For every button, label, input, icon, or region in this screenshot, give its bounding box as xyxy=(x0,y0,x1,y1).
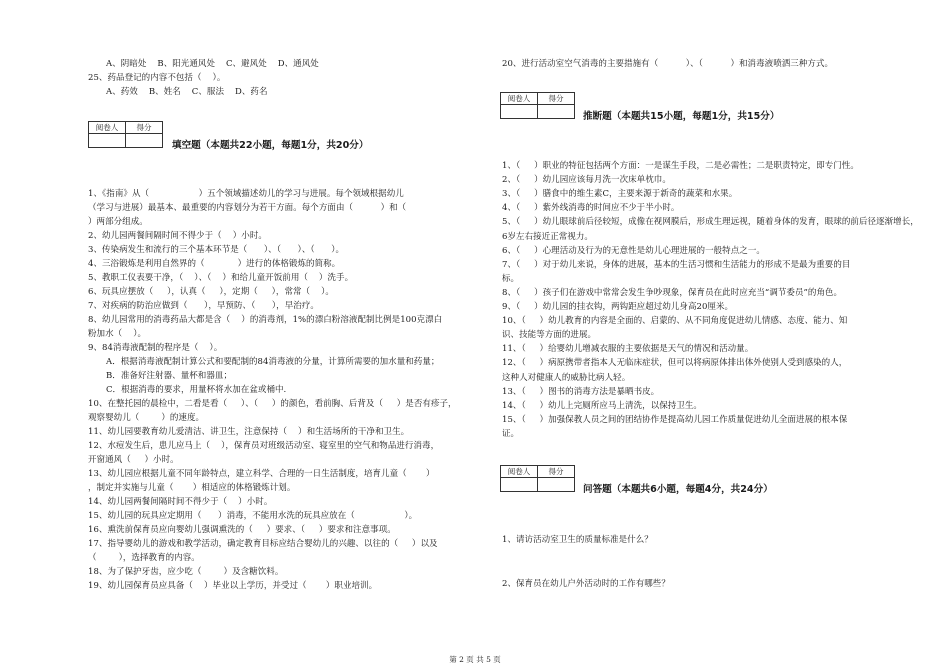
score-cell xyxy=(538,105,575,119)
qa-score-table xyxy=(500,465,575,492)
judge-question-line: 7、（ ）对于幼儿来说，身体的进展，基本的生活习惯和生活能力的形成不是最为重要的目 xyxy=(502,259,851,270)
fill-question-line: 3、传染病发生和流行的三个基本环节是（ ）、（ ）、（ ）。 xyxy=(88,245,345,255)
fill-question-line: 10、在整托园的晨检中，二看是看（ ）、（ ）的颜色，看前胸、后背及（ ）是否有疹子， xyxy=(88,399,457,409)
q25-options: A、药效 B、姓名 C、服法 D、药名 xyxy=(106,87,268,97)
fill-question-line: 18、为了保护牙齿，应少吃（ ）及含糖饮料。 xyxy=(88,567,284,577)
fill-question-line: ）两部分组成。 xyxy=(88,217,148,227)
judge-question-line: 6、（ ）心理活动及行为的无意性是幼儿心理进展的一般特点之一。 xyxy=(502,245,765,256)
fill-question-line: 5、教职工仪表要干净，（ ）、（ ）和给儿童开饭前用（ ）洗手。 xyxy=(88,273,354,283)
score-label: 得分 xyxy=(538,93,575,105)
fill-question-line: 粉加水（ ）。 xyxy=(88,329,147,339)
fill-question-line: ，制定并实施与儿童（ ）相适应的体格锻炼计划。 xyxy=(88,483,296,493)
judge-question-line: 9、（ ）幼儿园的挂衣钩，两钩距应超过幼儿身高20厘米。 xyxy=(502,302,734,312)
reviewer-cell xyxy=(501,478,538,492)
judge-question-line: 3、（ ）膳食中的维生素C，主要来源于新奇的蔬菜和水果。 xyxy=(502,189,738,200)
fill-question-line: 16、熏洗前保育员应向婴幼儿强调熏洗的（ ）要求、（ ）要求和注意事项。 xyxy=(88,525,396,535)
reviewer-label: 阅卷人 xyxy=(501,466,538,478)
qa-question-2: 2、保育员在幼儿户外活动时的工作有哪些？ xyxy=(502,579,670,589)
fill-question-line: 15、幼儿园的玩具应定期用（ ）消毒，不能用水洗的玩具应放在（ ）。 xyxy=(88,511,418,521)
judge-question-line: 8、（ ）孩子们在游戏中常常会发生争吵现象，保育员在此时应充当“调节委员”的角色。 xyxy=(502,287,843,298)
fill-score-table xyxy=(88,121,163,148)
fill-question-line: （ ），选择教育的内容。 xyxy=(88,553,200,563)
judge-question-line: 11、（ ）给婴幼儿增减衣服的主要依据是天气的情况和活动量。 xyxy=(502,344,754,355)
judge-question-line: 这种人对健康人的威胁比病人轻。 xyxy=(502,372,631,383)
page-footer: 第 2 页 共 5 页 xyxy=(449,655,501,664)
score-label: 得分 xyxy=(126,122,163,134)
q25-question: 25、药品登记的内容不包括（ ）。 xyxy=(88,73,226,83)
judge-section-title: 推断题（本题共15小题，每题1分，共15分） xyxy=(583,111,780,122)
fill-question-line: 1、《指南》从（ ）五个领域描述幼儿的学习与进展。每个领域根据幼儿 xyxy=(88,189,404,199)
judge-question-line: 15、（ ）加强保教人员之间的团结协作是提高幼儿园工作质量促进幼儿全面进展的根本保 xyxy=(502,414,848,425)
judge-question-line: 证。 xyxy=(502,428,520,439)
judge-question-line: 1、（ ）职业的特征包括两个方面：一是谋生手段，二是必需性；二是职责特定，即专门性。 xyxy=(502,161,859,171)
fill-question-line: 观察婴幼儿（ ）的速度。 xyxy=(88,413,205,423)
fill-question-line: 7、对疾病的防治应做到（ ），早预防、（ ），早治疗。 xyxy=(88,301,319,311)
score-cell xyxy=(538,478,575,492)
fill-question-line: 开窗通风（ ）小时。 xyxy=(88,455,179,465)
score-label: 得分 xyxy=(538,466,575,478)
judge-question-line: 2、（ ）幼儿园应该每月洗一次床单枕巾。 xyxy=(502,175,671,186)
fill-question-line: 9、84消毒液配制的程序是（ ）。 xyxy=(88,343,223,353)
reviewer-label: 阅卷人 xyxy=(89,122,126,134)
judge-question-line: 5、（ ）幼儿眼球前后径较短，成像在视网膜后，形成生理远视，随着身体的发育，眼球的前后径逐渐增长， xyxy=(502,217,919,228)
score-cell xyxy=(126,134,163,148)
qa-question-1: 1、请访活动室卫生的质量标准是什么？ xyxy=(502,535,653,545)
reviewer-cell xyxy=(89,134,126,148)
fill-question-line: （学习与进展）最基本、最重要的内容划分为若干方面。每个方面由（ ）和（ xyxy=(88,203,407,213)
fill-section-title: 填空题（本题共22小题，每题1分，共20分） xyxy=(172,140,369,151)
judge-question-line: 10、（ ）幼儿教育的内容是全面的、启蒙的、从不同角度促进幼儿情感、态度、能力、知 xyxy=(502,316,848,327)
judge-question-line: 4、（ ）紫外线消毒的时间应不少于半小时。 xyxy=(502,203,680,214)
judge-score-table xyxy=(500,92,575,119)
fill-question-line: 17、指导婴幼儿的游戏和教学活动，确定教育目标应结合婴幼儿的兴趣、以往的（ ）以及 xyxy=(88,539,438,549)
reviewer-cell xyxy=(501,105,538,119)
reviewer-label: 阅卷人 xyxy=(501,93,538,105)
q24-options: A、阴暗处 B、阳光通风处 C、避风处 D、通风处 xyxy=(106,59,319,69)
judge-question-line: 6岁左右接近正常视力。 xyxy=(502,231,593,242)
fill-question-line: 11、幼儿园要教育幼儿爱清洁、讲卫生，注意保持（ ）和生活场所的干净和卫生。 xyxy=(88,427,410,437)
judge-question-line: 12、（ ）病原携带者指本人无临床症状，但可以将病原体排出体外使别人受到感染的人， xyxy=(502,358,848,369)
fill-question-line: 4、三浴锻炼是利用自然界的（ ）进行的体格锻炼的简称。 xyxy=(88,259,341,269)
fill-question-line: 8、幼儿园常用的消毒药品大都是含（ ）的消毒剂，1%的漂白粉溶液配制比例是100克漂白 xyxy=(88,315,443,325)
fill-question-line: 12、水痘发生后，患儿应马上（ ），保育员对班级活动室、寝室里的空气和物品进行消毒， xyxy=(88,441,440,451)
judge-question-line: 标。 xyxy=(502,273,520,284)
fill-question-line: 2、幼儿园两餐间隔时间不得少于（ ）小时。 xyxy=(88,231,267,241)
fill-question-line: 6、玩具应摆放（ ），认真（ ），定期（ ），常常（ ）。 xyxy=(88,287,334,297)
fill-question-line: 13、幼儿园应根据儿童不同年龄特点，建立科学、合理的一日生活制度，培育儿童（ ） xyxy=(88,469,435,479)
fill-question-line: C．根据消毒的要求，用量杯将水加在盆或桶中. xyxy=(106,385,287,395)
fill-question-line: A．根据消毒液配制计算公式和要配制的84消毒液的分量，计算所需要的加水量和药量； xyxy=(106,357,440,367)
qa-section-title: 问答题（本题共6小题，每题4分，共24分） xyxy=(583,484,773,495)
judge-question-line: 14、（ ）幼儿上完厕所应马上清洗，以保持卫生。 xyxy=(502,400,702,411)
judge-question-line: 识、技能等方面的进展。 xyxy=(502,330,597,341)
fill-question-line: 19、幼儿园保育员应具备（ ）毕业以上学历，并受过（ ）职业培训。 xyxy=(88,581,378,591)
fill-question-line: 14、幼儿园两餐间隔时间不得少于（ ）小时。 xyxy=(88,497,273,507)
fill-question-line: B．准备好注射器、量杯和器皿； xyxy=(106,371,232,381)
judge-question-line: 13、（ ）图书的消毒方法是暴晒书皮。 xyxy=(502,386,660,397)
q20-question: 20、进行活动室空气消毒的主要措施有（ ）、（ ）和消毒液喷洒三种方式。 xyxy=(502,59,834,69)
